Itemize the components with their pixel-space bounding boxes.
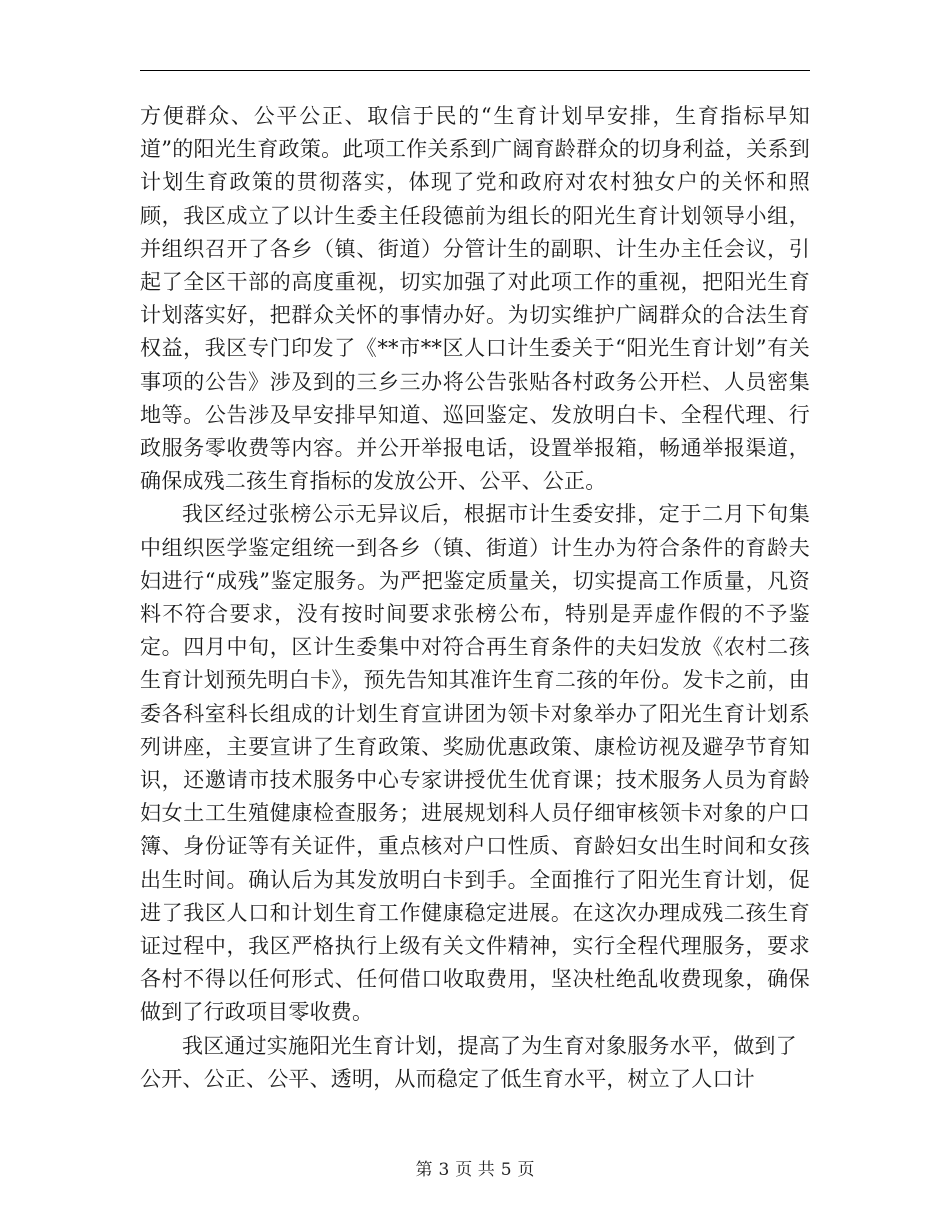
footer-total-pages: 5 bbox=[500, 1160, 512, 1180]
footer-page-number: 3 bbox=[438, 1160, 450, 1180]
header-rule bbox=[140, 70, 810, 71]
footer-suffix: 页 bbox=[517, 1160, 535, 1180]
document-body bbox=[140, 100, 810, 1096]
paragraph-2: 我区经过张榜公示无异议后，根据市计生委安排，定于二月下旬集中组织医学鉴定组统一到各乡（镇、街道）计生办为符合条件的育龄夫妇进行“成残”鉴定服务。为严把鉴定质量关，切实提高工作质量，凡资料不符合要求，没有按时间要求张榜公布，特别是弄虚作假的不予鉴定。四月中旬，区计生委集中对符合再生育条件的夫妇发放《农村二孩生育计划预先明白卡》，预先告知其准许生育二孩的年份。发卡之前，由委各科室科长组成的计划生育宣讲团为领卡对象举办了阳光生育计划系列讲座，主要宣讲了生育政策、奖励优惠政策、康检访视及避孕节育知识，还邀请市技术服务中心专家讲授优生优育课；技术服务人员为育龄妇女土工生殖健康检查服务；进展规划科人员仔细审核领卡对象的户口簿、身份证等有关证件，重点核对户口性质、育龄妇女出生时间和女孩出生时间。确认后为其发放明白卡到手。全面推行了阳光生育计划，促进了我区人口和计划生育工作健康稳定进展。在这次办理成残二孩生育证过程中，我区严格执行上级有关文件精神，实行全程代理服务，要求各村不得以任何形式、任何借口收取费用，坚决杜绝乱收费现象，确保做到了行政项目零收费。 bbox=[140, 502, 810, 1025]
footer-middle: 页 共 bbox=[455, 1160, 495, 1180]
footer-prefix: 第 bbox=[415, 1160, 433, 1180]
page-footer bbox=[0, 1155, 950, 1180]
paragraph-1: 方便群众、公平公正、取信于民的“生育计划早安排，生育指标早知道”的阳光生育政策。此项工作关系到广阔育龄群众的切身利益，关系到计划生育政策的贯彻落实，体现了党和政府对农村独女户的关怀和照顾，我区成立了以计生委主任段德前为组长的阳光生育计划领导小组，并组织召开了各乡（镇、街道）分管计生的副职、计生办主任会议，引起了全区干部的高度重视，切实加强了对此项工作的重视，把阳光生育计划落实好，把群众关怀的事情办好。为切实维护广阔群众的合法生育权益，我区专门印发了《**市**区人口计生委关于“阳光生育计划”有关事项的公告》涉及到的三乡三办将公告张贴各村政务公开栏、人员密集地等。公告涉及早安排早知道、巡回鉴定、发放明白卡、全程代理、行政服务零收费等内容。并公开举报电话，设置举报箱，畅通举报渠道，确保成残二孩生育指标的发放公开、公平、公正。 bbox=[140, 104, 810, 494]
paragraph-3: 我区通过实施阳光生育计划，提高了为生育对象服务水平，做到了公开、公正、公平、透明，从而稳定了低生育水平，树立了人口计 bbox=[140, 1033, 797, 1091]
